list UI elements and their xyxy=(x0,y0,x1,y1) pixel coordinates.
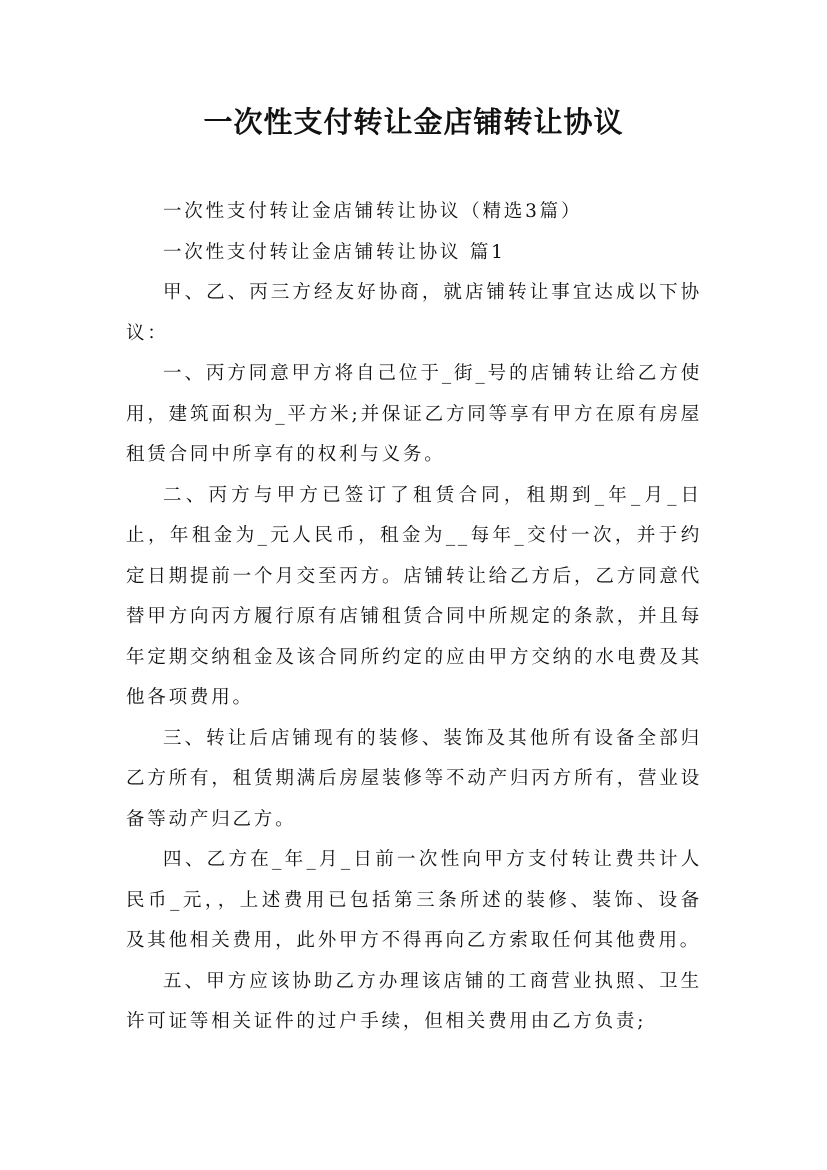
paragraph-clause-5: 五、甲方应该协助乙方办理该店铺的工商营业执照、卫生许可证等相关证件的过户手续，但相关费用由乙方负责; xyxy=(126,970,702,1032)
document-body xyxy=(126,192,702,1043)
paragraph-preamble: 甲、乙、丙三方经友好协商，就店铺转让事宜达成以下协议： xyxy=(126,282,702,344)
paragraph-subtitle: 一次性支付转让金店铺转让协议（精选3篇） xyxy=(163,201,583,222)
paragraph-clause-1: 一、丙方同意甲方将自己位于_街_号的店铺转让给乙方使用，建筑面积为_平方米;并保证乙方同等享有甲方在原有房屋租赁合同中所享有的权利与义务。 xyxy=(126,363,702,465)
paragraph-clause-2: 二、丙方与甲方已签订了租赁合同，租期到_年_月_日止，年租金为_元人民币，租金为__每年_交付一次，并于约定日期提前一个月交至丙方。店铺转让给乙方后，乙方同意代替甲方向丙方履行原有店铺租赁合同中所规定的条款，并且每年定期交纳租金及该合同所约定的应由甲方交纳的水电费及其他各项费用。 xyxy=(126,484,702,708)
paragraph-clause-4: 四、乙方在_年_月_日前一次性向甲方支付转让费共计人民币_元，，上述费用已包括第三条所述的装修、装饰、设备及其他相关费用，此外甲方不得再向乙方索取任何其他费用。 xyxy=(126,849,702,951)
paragraph-clause-3: 三、转让后店铺现有的装修、装饰及其他所有设备全部归乙方所有，租赁期满后房屋装修等不动产归丙方所有，营业设备等动产归乙方。 xyxy=(126,727,702,830)
document-title: 一次性支付转让金店铺转让协议 xyxy=(203,105,624,139)
paragraph-section-heading: 一次性支付转让金店铺转让协议 篇1 xyxy=(163,241,506,263)
